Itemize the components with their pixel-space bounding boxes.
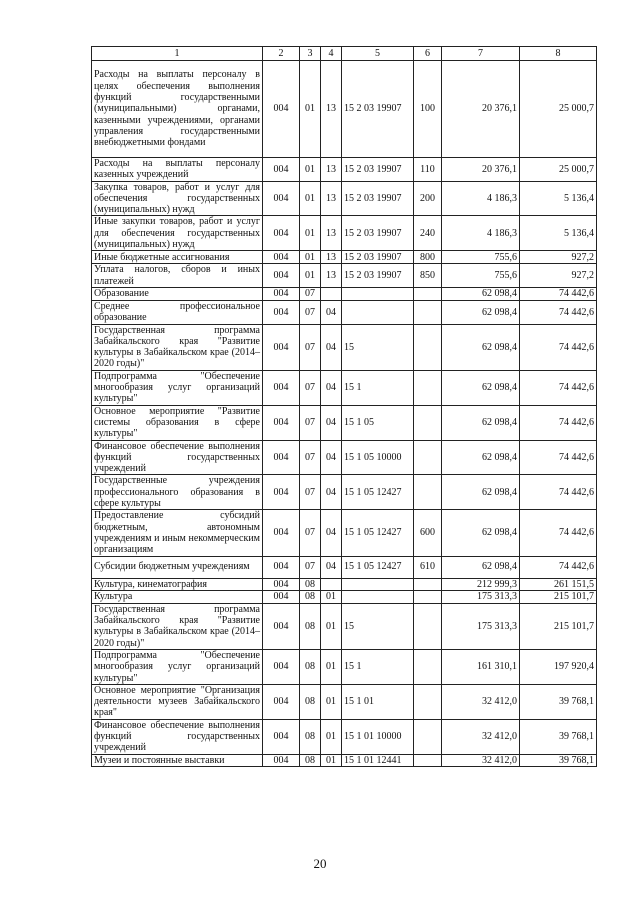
amount-year2-cell: 5 136,4 xyxy=(520,216,597,251)
section-code-cell: 01 xyxy=(300,158,321,182)
table-row xyxy=(92,158,597,182)
expense-type-cell xyxy=(414,578,442,590)
section-code-cell: 01 xyxy=(300,264,321,288)
amount-year1-cell: 20 376,1 xyxy=(442,158,520,182)
subsection-code-cell: 04 xyxy=(321,510,342,556)
amount-year1-cell: 175 313,3 xyxy=(442,603,520,649)
table-header-row xyxy=(92,47,597,61)
table-row xyxy=(92,61,597,158)
table-row xyxy=(92,216,597,251)
target-article-cell: 15 2 03 19907 xyxy=(342,216,414,251)
amount-year2-cell: 215 101,7 xyxy=(520,603,597,649)
target-article-cell: 15 1 05 12427 xyxy=(342,510,414,556)
section-code-cell: 07 xyxy=(300,510,321,556)
target-article-cell: 15 1 05 12427 xyxy=(342,475,414,510)
admin-code-cell: 004 xyxy=(263,264,300,288)
amount-year1-cell: 32 412,0 xyxy=(442,719,520,754)
expense-name-cell: Подпрограмма "Обеспечение многообразия услуг организаций культуры" xyxy=(92,370,263,405)
table-row xyxy=(92,324,597,370)
expense-type-cell: 850 xyxy=(414,264,442,288)
target-article-cell xyxy=(342,287,414,300)
expense-name-cell: Расходы на выплаты персоналу в целях обеспечения выполнения функций государственными (муниципальными) органами, казенными учреждениями, органами управления государственными внебюджетными фондами xyxy=(92,61,263,158)
table-row xyxy=(92,287,597,300)
subsection-code-cell: 13 xyxy=(321,158,342,182)
expense-type-cell: 240 xyxy=(414,216,442,251)
header-cell: 4 xyxy=(321,47,342,61)
expense-name-cell: Подпрограмма "Обеспечение многообразия услуг организаций культуры" xyxy=(92,649,263,684)
expense-name-cell: Государственная программа Забайкальского края "Развитие культуры в Забайкальском крае (2014–2020 годы)" xyxy=(92,603,263,649)
table-row xyxy=(92,754,597,766)
section-code-cell: 08 xyxy=(300,719,321,754)
expense-type-cell xyxy=(414,405,442,440)
admin-code-cell: 004 xyxy=(263,251,300,264)
table-row xyxy=(92,719,597,754)
admin-code-cell: 004 xyxy=(263,181,300,216)
target-article-cell: 15 1 05 xyxy=(342,405,414,440)
amount-year1-cell: 32 412,0 xyxy=(442,684,520,719)
table-row xyxy=(92,300,597,324)
subsection-code-cell: 01 xyxy=(321,603,342,649)
expense-type-cell xyxy=(414,649,442,684)
amount-year1-cell: 62 098,4 xyxy=(442,556,520,578)
expense-type-cell xyxy=(414,440,442,475)
amount-year1-cell: 62 098,4 xyxy=(442,440,520,475)
admin-code-cell: 004 xyxy=(263,649,300,684)
amount-year2-cell: 39 768,1 xyxy=(520,684,597,719)
amount-year2-cell: 197 920,4 xyxy=(520,649,597,684)
header-cell: 8 xyxy=(520,47,597,61)
header-cell: 3 xyxy=(300,47,321,61)
section-code-cell: 08 xyxy=(300,684,321,719)
section-code-cell: 07 xyxy=(300,287,321,300)
expense-name-cell: Государственные учреждения профессионального образования в сфере культуры xyxy=(92,475,263,510)
target-article-cell: 15 1 xyxy=(342,370,414,405)
page-number: 20 xyxy=(313,856,327,871)
amount-year1-cell: 62 098,4 xyxy=(442,405,520,440)
expense-type-cell: 200 xyxy=(414,181,442,216)
subsection-code-cell: 13 xyxy=(321,251,342,264)
admin-code-cell: 004 xyxy=(263,556,300,578)
expense-name-cell: Иные бюджетные ассигнования xyxy=(92,251,263,264)
admin-code-cell: 004 xyxy=(263,719,300,754)
amount-year2-cell: 5 136,4 xyxy=(520,181,597,216)
amount-year2-cell: 74 442,6 xyxy=(520,510,597,556)
expense-name-cell: Предоставление субсидий бюджетным, автономным учреждениям и иным некоммерческим организациям xyxy=(92,510,263,556)
subsection-code-cell: 01 xyxy=(321,719,342,754)
expense-name-cell: Культура xyxy=(92,590,263,603)
amount-year1-cell: 62 098,4 xyxy=(442,475,520,510)
amount-year1-cell: 62 098,4 xyxy=(442,300,520,324)
amount-year1-cell: 212 999,3 xyxy=(442,578,520,590)
target-article-cell: 15 1 05 10000 xyxy=(342,440,414,475)
subsection-code-cell: 04 xyxy=(321,475,342,510)
amount-year2-cell: 74 442,6 xyxy=(520,405,597,440)
expense-name-cell: Финансовое обеспечение выполнения функций государственных учреждений xyxy=(92,440,263,475)
table-row xyxy=(92,590,597,603)
section-code-cell: 01 xyxy=(300,216,321,251)
section-code-cell: 08 xyxy=(300,578,321,590)
table-row xyxy=(92,440,597,475)
amount-year1-cell: 62 098,4 xyxy=(442,324,520,370)
expense-type-cell xyxy=(414,603,442,649)
amount-year1-cell: 4 186,3 xyxy=(442,181,520,216)
section-code-cell: 07 xyxy=(300,370,321,405)
target-article-cell: 15 2 03 19907 xyxy=(342,264,414,288)
expense-name-cell: Иные закупки товаров, работ и услуг для обеспечения государственных (муниципальных) нужд xyxy=(92,216,263,251)
subsection-code-cell: 04 xyxy=(321,405,342,440)
amount-year1-cell: 20 376,1 xyxy=(442,61,520,158)
amount-year1-cell: 32 412,0 xyxy=(442,754,520,766)
table-row xyxy=(92,181,597,216)
section-code-cell: 07 xyxy=(300,475,321,510)
subsection-code-cell: 13 xyxy=(321,61,342,158)
subsection-code-cell: 01 xyxy=(321,649,342,684)
subsection-code-cell: 04 xyxy=(321,370,342,405)
expense-type-cell xyxy=(414,324,442,370)
amount-year2-cell: 215 101,7 xyxy=(520,590,597,603)
expense-name-cell: Расходы на выплаты персоналу казенных учреждений xyxy=(92,158,263,182)
table-row xyxy=(92,649,597,684)
expense-type-cell: 110 xyxy=(414,158,442,182)
amount-year1-cell: 755,6 xyxy=(442,251,520,264)
expense-type-cell: 800 xyxy=(414,251,442,264)
table-row xyxy=(92,405,597,440)
admin-code-cell: 004 xyxy=(263,216,300,251)
amount-year1-cell: 62 098,4 xyxy=(442,287,520,300)
table-row xyxy=(92,370,597,405)
admin-code-cell: 004 xyxy=(263,61,300,158)
amount-year2-cell: 74 442,6 xyxy=(520,556,597,578)
expense-type-cell xyxy=(414,754,442,766)
target-article-cell xyxy=(342,590,414,603)
table-row xyxy=(92,578,597,590)
amount-year1-cell: 161 310,1 xyxy=(442,649,520,684)
admin-code-cell: 004 xyxy=(263,287,300,300)
target-article-cell: 15 1 xyxy=(342,649,414,684)
expense-name-cell: Финансовое обеспечение выполнения функций государственных учреждений xyxy=(92,719,263,754)
target-article-cell: 15 1 05 12427 xyxy=(342,556,414,578)
target-article-cell: 15 2 03 19907 xyxy=(342,61,414,158)
amount-year2-cell: 74 442,6 xyxy=(520,440,597,475)
expense-type-cell xyxy=(414,370,442,405)
table-row xyxy=(92,510,597,556)
subsection-code-cell: 04 xyxy=(321,556,342,578)
subsection-code-cell: 01 xyxy=(321,590,342,603)
expense-name-cell: Государственная программа Забайкальского края "Развитие культуры в Забайкальском крае (2014–2020 годы)" xyxy=(92,324,263,370)
budget-table xyxy=(91,46,597,767)
expense-type-cell xyxy=(414,719,442,754)
subsection-code-cell xyxy=(321,578,342,590)
admin-code-cell: 004 xyxy=(263,475,300,510)
header-cell: 1 xyxy=(92,47,263,61)
subsection-code-cell: 01 xyxy=(321,684,342,719)
header-cell: 6 xyxy=(414,47,442,61)
expense-type-cell: 600 xyxy=(414,510,442,556)
amount-year2-cell: 74 442,6 xyxy=(520,324,597,370)
admin-code-cell: 004 xyxy=(263,590,300,603)
amount-year2-cell: 261 151,5 xyxy=(520,578,597,590)
section-code-cell: 01 xyxy=(300,181,321,216)
subsection-code-cell: 13 xyxy=(321,216,342,251)
target-article-cell: 15 1 01 12441 xyxy=(342,754,414,766)
amount-year1-cell: 175 313,3 xyxy=(442,590,520,603)
section-code-cell: 08 xyxy=(300,649,321,684)
amount-year2-cell: 927,2 xyxy=(520,264,597,288)
target-article-cell xyxy=(342,578,414,590)
subsection-code-cell xyxy=(321,287,342,300)
amount-year2-cell: 25 000,7 xyxy=(520,158,597,182)
amount-year1-cell: 62 098,4 xyxy=(442,510,520,556)
amount-year2-cell: 927,2 xyxy=(520,251,597,264)
expense-name-cell: Уплата налогов, сборов и иных платежей xyxy=(92,264,263,288)
expense-name-cell: Образование xyxy=(92,287,263,300)
expense-name-cell: Субсидии бюджетным учреждениям xyxy=(92,556,263,578)
admin-code-cell: 004 xyxy=(263,405,300,440)
subsection-code-cell: 04 xyxy=(321,324,342,370)
expense-type-cell: 610 xyxy=(414,556,442,578)
table-row xyxy=(92,251,597,264)
section-code-cell: 07 xyxy=(300,440,321,475)
expense-type-cell xyxy=(414,287,442,300)
target-article-cell: 15 2 03 19907 xyxy=(342,158,414,182)
table-row xyxy=(92,264,597,288)
target-article-cell: 15 xyxy=(342,324,414,370)
section-code-cell: 08 xyxy=(300,603,321,649)
target-article-cell: 15 1 01 xyxy=(342,684,414,719)
amount-year2-cell: 74 442,6 xyxy=(520,475,597,510)
admin-code-cell: 004 xyxy=(263,578,300,590)
section-code-cell: 08 xyxy=(300,754,321,766)
subsection-code-cell: 13 xyxy=(321,264,342,288)
expense-name-cell: Культура, кинематография xyxy=(92,578,263,590)
section-code-cell: 07 xyxy=(300,300,321,324)
target-article-cell xyxy=(342,300,414,324)
expense-name-cell: Музеи и постоянные выставки xyxy=(92,754,263,766)
amount-year2-cell: 74 442,6 xyxy=(520,287,597,300)
target-article-cell: 15 xyxy=(342,603,414,649)
expense-name-cell: Закупка товаров, работ и услуг для обеспечения государственных (муниципальных) нужд xyxy=(92,181,263,216)
amount-year2-cell: 39 768,1 xyxy=(520,719,597,754)
expense-name-cell: Основное мероприятие "Организация деятельности музеев Забайкальского края" xyxy=(92,684,263,719)
amount-year1-cell: 62 098,4 xyxy=(442,370,520,405)
amount-year1-cell: 4 186,3 xyxy=(442,216,520,251)
section-code-cell: 07 xyxy=(300,324,321,370)
section-code-cell: 07 xyxy=(300,556,321,578)
admin-code-cell: 004 xyxy=(263,324,300,370)
expense-type-cell xyxy=(414,684,442,719)
admin-code-cell: 004 xyxy=(263,754,300,766)
amount-year2-cell: 25 000,7 xyxy=(520,61,597,158)
section-code-cell: 01 xyxy=(300,251,321,264)
target-article-cell: 15 2 03 19907 xyxy=(342,251,414,264)
subsection-code-cell: 01 xyxy=(321,754,342,766)
section-code-cell: 07 xyxy=(300,405,321,440)
expense-name-cell: Основное мероприятие "Развитие системы образования в сфере культуры" xyxy=(92,405,263,440)
expense-name-cell: Среднее профессиональное образование xyxy=(92,300,263,324)
expense-type-cell: 100 xyxy=(414,61,442,158)
amount-year2-cell: 39 768,1 xyxy=(520,754,597,766)
subsection-code-cell: 04 xyxy=(321,300,342,324)
amount-year2-cell: 74 442,6 xyxy=(520,300,597,324)
table-row xyxy=(92,684,597,719)
admin-code-cell: 004 xyxy=(263,440,300,475)
section-code-cell: 08 xyxy=(300,590,321,603)
admin-code-cell: 004 xyxy=(263,510,300,556)
header-cell: 5 xyxy=(342,47,414,61)
table-row xyxy=(92,603,597,649)
subsection-code-cell: 13 xyxy=(321,181,342,216)
target-article-cell: 15 2 03 19907 xyxy=(342,181,414,216)
table-body xyxy=(92,61,597,767)
header-cell: 7 xyxy=(442,47,520,61)
subsection-code-cell: 04 xyxy=(321,440,342,475)
section-code-cell: 01 xyxy=(300,61,321,158)
table-row xyxy=(92,556,597,578)
admin-code-cell: 004 xyxy=(263,684,300,719)
admin-code-cell: 004 xyxy=(263,158,300,182)
expense-type-cell xyxy=(414,300,442,324)
admin-code-cell: 004 xyxy=(263,300,300,324)
expense-type-cell xyxy=(414,590,442,603)
amount-year1-cell: 755,6 xyxy=(442,264,520,288)
table-row xyxy=(92,475,597,510)
expense-type-cell xyxy=(414,475,442,510)
target-article-cell: 15 1 01 10000 xyxy=(342,719,414,754)
admin-code-cell: 004 xyxy=(263,603,300,649)
amount-year2-cell: 74 442,6 xyxy=(520,370,597,405)
header-cell: 2 xyxy=(263,47,300,61)
admin-code-cell: 004 xyxy=(263,370,300,405)
